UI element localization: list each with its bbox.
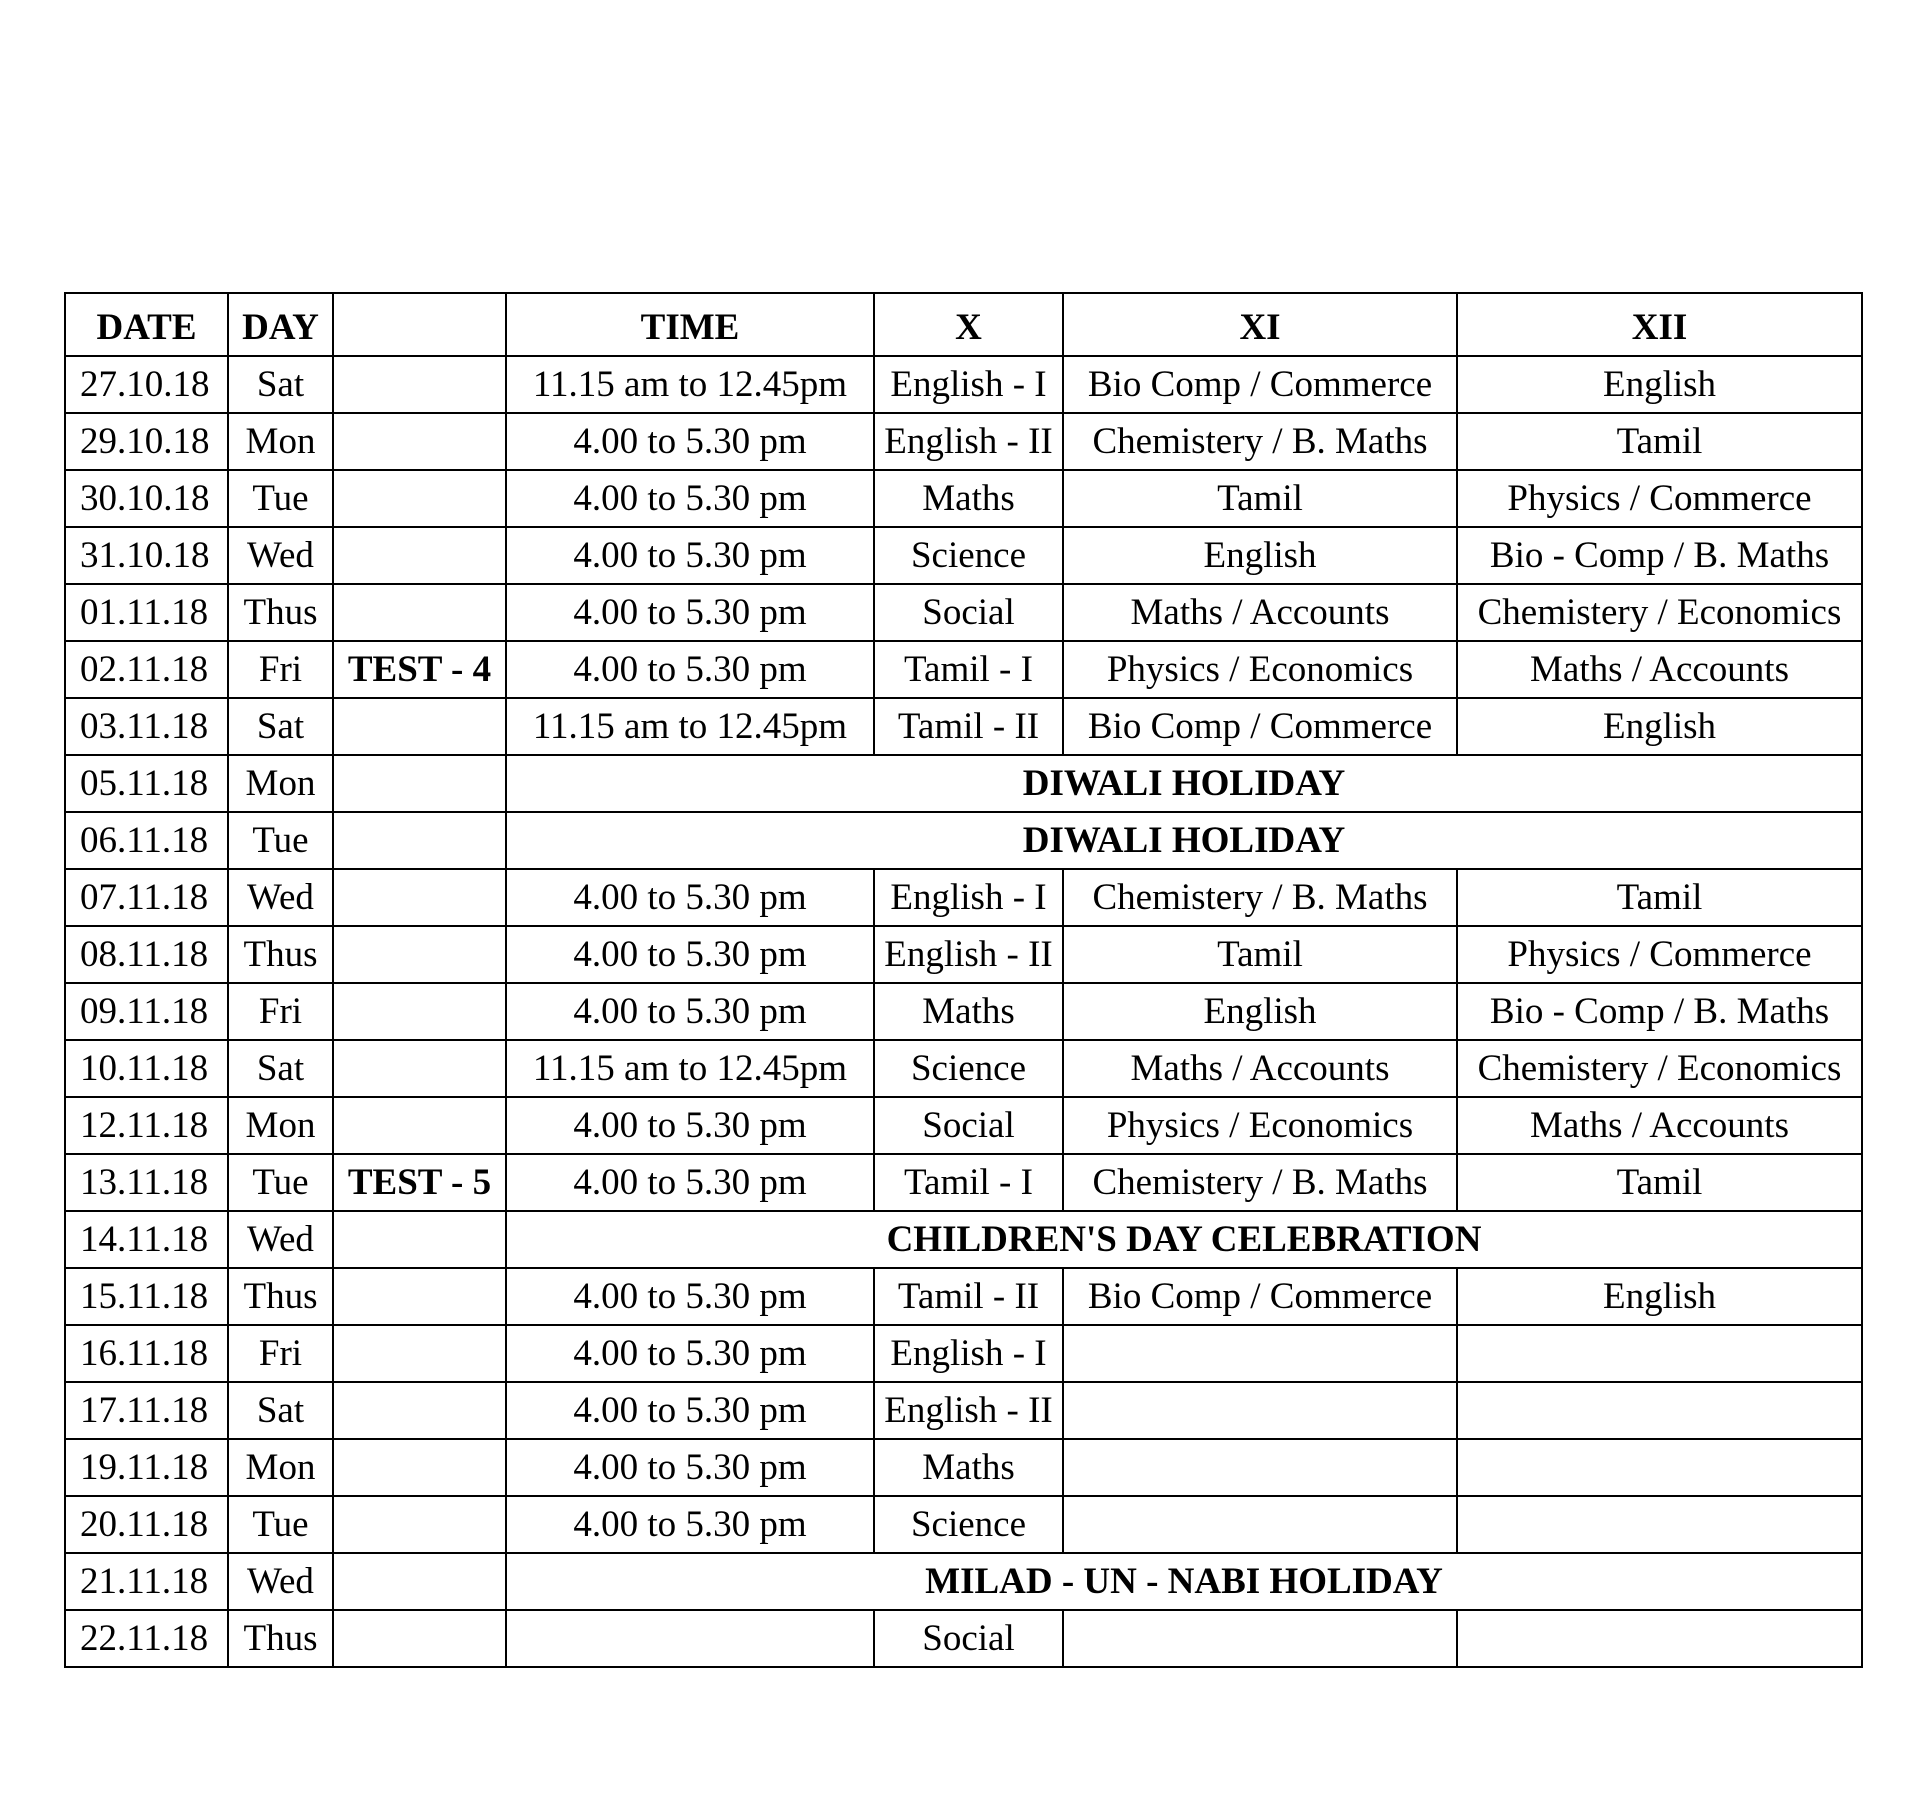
cell-day: Wed <box>228 1553 333 1610</box>
cell-day: Fri <box>228 1325 333 1382</box>
cell-date: 20.11.18 <box>65 1496 228 1553</box>
cell-date: 09.11.18 <box>65 983 228 1040</box>
cell-day: Tue <box>228 812 333 869</box>
table-row <box>65 356 1862 413</box>
cell-test <box>333 470 506 527</box>
cell-class-xi: Tamil <box>1063 470 1457 527</box>
cell-class-xii <box>1457 1439 1862 1496</box>
cell-day: Mon <box>228 1097 333 1154</box>
cell-test <box>333 413 506 470</box>
cell-time: 4.00 to 5.30 pm <box>506 1439 874 1496</box>
cell-class-x: English - II <box>874 1382 1063 1439</box>
cell-time: 11.15 am to 12.45pm <box>506 1040 874 1097</box>
cell-class-xii: Tamil <box>1457 1154 1862 1211</box>
table-row <box>65 1382 1862 1439</box>
cell-day: Sat <box>228 698 333 755</box>
cell-class-xii: Chemistery / Economics <box>1457 1040 1862 1097</box>
table-row <box>65 1610 1862 1667</box>
cell-class-xii: Bio - Comp / B. Maths <box>1457 983 1862 1040</box>
cell-day: Thus <box>228 1268 333 1325</box>
cell-class-xi: Chemistery / B. Maths <box>1063 413 1457 470</box>
cell-day: Mon <box>228 413 333 470</box>
cell-class-xii <box>1457 1610 1862 1667</box>
cell-class-x: English - I <box>874 1325 1063 1382</box>
cell-time <box>506 1610 874 1667</box>
cell-test <box>333 527 506 584</box>
cell-class-x: Tamil - I <box>874 641 1063 698</box>
table-row <box>65 983 1862 1040</box>
header-class-x: X <box>874 293 1063 356</box>
cell-time: 4.00 to 5.30 pm <box>506 584 874 641</box>
cell-class-xii <box>1457 1382 1862 1439</box>
cell-test <box>333 1610 506 1667</box>
schedule-body <box>65 356 1862 1667</box>
cell-time: 4.00 to 5.30 pm <box>506 1268 874 1325</box>
cell-date: 30.10.18 <box>65 470 228 527</box>
cell-test <box>333 1040 506 1097</box>
cell-time: 4.00 to 5.30 pm <box>506 1097 874 1154</box>
header-class-xii: XII <box>1457 293 1862 356</box>
table-row <box>65 527 1862 584</box>
cell-event: CHILDREN'S DAY CELEBRATION <box>506 1211 1862 1268</box>
cell-class-xii: English <box>1457 356 1862 413</box>
cell-test <box>333 1325 506 1382</box>
cell-date: 31.10.18 <box>65 527 228 584</box>
cell-time: 4.00 to 5.30 pm <box>506 1496 874 1553</box>
cell-class-xi: Tamil <box>1063 926 1457 983</box>
cell-class-xii <box>1457 1496 1862 1553</box>
cell-class-xii <box>1457 1325 1862 1382</box>
cell-date: 21.11.18 <box>65 1553 228 1610</box>
cell-class-xi: Physics / Economics <box>1063 1097 1457 1154</box>
cell-day: Thus <box>228 926 333 983</box>
cell-test <box>333 1268 506 1325</box>
cell-event: DIWALI HOLIDAY <box>506 755 1862 812</box>
header-day: DAY <box>228 293 333 356</box>
cell-class-x: Maths <box>874 983 1063 1040</box>
table-row <box>65 413 1862 470</box>
cell-time: 4.00 to 5.30 pm <box>506 413 874 470</box>
cell-time: 4.00 to 5.30 pm <box>506 1325 874 1382</box>
cell-class-x: Maths <box>874 470 1063 527</box>
cell-class-xii: Tamil <box>1457 413 1862 470</box>
table-row <box>65 869 1862 926</box>
cell-day: Wed <box>228 527 333 584</box>
cell-day: Fri <box>228 983 333 1040</box>
cell-test: TEST - 5 <box>333 1154 506 1211</box>
cell-test: TEST - 4 <box>333 641 506 698</box>
cell-date: 17.11.18 <box>65 1382 228 1439</box>
cell-test <box>333 926 506 983</box>
cell-day: Sat <box>228 1382 333 1439</box>
cell-class-x: Tamil - II <box>874 1268 1063 1325</box>
cell-class-xii: Maths / Accounts <box>1457 1097 1862 1154</box>
cell-date: 14.11.18 <box>65 1211 228 1268</box>
cell-day: Sat <box>228 1040 333 1097</box>
table-row <box>65 812 1862 869</box>
exam-schedule-table <box>64 292 1863 1668</box>
cell-class-xi: Bio Comp / Commerce <box>1063 356 1457 413</box>
cell-class-xii: English <box>1457 1268 1862 1325</box>
cell-class-x: English - II <box>874 926 1063 983</box>
table-row <box>65 926 1862 983</box>
cell-class-xi: Bio Comp / Commerce <box>1063 698 1457 755</box>
cell-class-xii: Tamil <box>1457 869 1862 926</box>
cell-test <box>333 1496 506 1553</box>
cell-date: 13.11.18 <box>65 1154 228 1211</box>
cell-test <box>333 869 506 926</box>
cell-date: 10.11.18 <box>65 1040 228 1097</box>
cell-time: 4.00 to 5.30 pm <box>506 470 874 527</box>
cell-date: 12.11.18 <box>65 1097 228 1154</box>
table-row <box>65 1496 1862 1553</box>
cell-test <box>333 983 506 1040</box>
table-row <box>65 584 1862 641</box>
cell-test <box>333 755 506 812</box>
header-date: DATE <box>65 293 228 356</box>
cell-time: 4.00 to 5.30 pm <box>506 869 874 926</box>
cell-day: Tue <box>228 1496 333 1553</box>
cell-class-xi <box>1063 1610 1457 1667</box>
cell-date: 02.11.18 <box>65 641 228 698</box>
cell-day: Sat <box>228 356 333 413</box>
header-class-xi: XI <box>1063 293 1457 356</box>
cell-class-xi <box>1063 1496 1457 1553</box>
cell-date: 01.11.18 <box>65 584 228 641</box>
header-test <box>333 293 506 356</box>
cell-day: Thus <box>228 584 333 641</box>
cell-day: Wed <box>228 1211 333 1268</box>
cell-time: 4.00 to 5.30 pm <box>506 983 874 1040</box>
cell-time: 4.00 to 5.30 pm <box>506 1154 874 1211</box>
cell-class-xi: Maths / Accounts <box>1063 1040 1457 1097</box>
cell-test <box>333 584 506 641</box>
cell-time: 4.00 to 5.30 pm <box>506 641 874 698</box>
cell-time: 4.00 to 5.30 pm <box>506 527 874 584</box>
header-time: TIME <box>506 293 874 356</box>
cell-class-x: Tamil - II <box>874 698 1063 755</box>
table-row <box>65 755 1862 812</box>
table-row <box>65 1325 1862 1382</box>
table-row <box>65 1439 1862 1496</box>
cell-date: 08.11.18 <box>65 926 228 983</box>
cell-class-x: Maths <box>874 1439 1063 1496</box>
table-row <box>65 1097 1862 1154</box>
header-row <box>65 293 1862 356</box>
cell-day: Fri <box>228 641 333 698</box>
cell-test <box>333 1439 506 1496</box>
cell-class-xii: Maths / Accounts <box>1457 641 1862 698</box>
table-row <box>65 1211 1862 1268</box>
cell-day: Wed <box>228 869 333 926</box>
cell-date: 16.11.18 <box>65 1325 228 1382</box>
table-row <box>65 698 1862 755</box>
cell-test <box>333 356 506 413</box>
cell-date: 27.10.18 <box>65 356 228 413</box>
cell-class-xi: Chemistery / B. Maths <box>1063 1154 1457 1211</box>
cell-class-xii: English <box>1457 698 1862 755</box>
cell-day: Tue <box>228 1154 333 1211</box>
cell-day: Mon <box>228 755 333 812</box>
cell-time: 4.00 to 5.30 pm <box>506 926 874 983</box>
cell-class-xi <box>1063 1325 1457 1382</box>
cell-class-x: Science <box>874 1496 1063 1553</box>
table-row <box>65 470 1862 527</box>
cell-class-x: English - I <box>874 869 1063 926</box>
cell-date: 07.11.18 <box>65 869 228 926</box>
cell-class-x: Science <box>874 527 1063 584</box>
cell-test <box>333 1553 506 1610</box>
cell-class-x: Tamil - I <box>874 1154 1063 1211</box>
table-row <box>65 1553 1862 1610</box>
cell-event: DIWALI HOLIDAY <box>506 812 1862 869</box>
cell-time: 4.00 to 5.30 pm <box>506 1382 874 1439</box>
cell-event: MILAD - UN - NABI HOLIDAY <box>506 1553 1862 1610</box>
cell-class-xi: Maths / Accounts <box>1063 584 1457 641</box>
table-row <box>65 641 1862 698</box>
cell-class-x: Social <box>874 1610 1063 1667</box>
cell-time: 11.15 am to 12.45pm <box>506 698 874 755</box>
cell-time: 11.15 am to 12.45pm <box>506 356 874 413</box>
cell-date: 03.11.18 <box>65 698 228 755</box>
cell-date: 22.11.18 <box>65 1610 228 1667</box>
table-row <box>65 1040 1862 1097</box>
cell-day: Thus <box>228 1610 333 1667</box>
cell-day: Mon <box>228 1439 333 1496</box>
cell-class-xi: Physics / Economics <box>1063 641 1457 698</box>
cell-class-xii: Physics / Commerce <box>1457 470 1862 527</box>
cell-test <box>333 812 506 869</box>
cell-day: Tue <box>228 470 333 527</box>
cell-class-xi: Chemistery / B. Maths <box>1063 869 1457 926</box>
cell-class-xi <box>1063 1382 1457 1439</box>
table-row <box>65 1154 1862 1211</box>
cell-class-xii: Chemistery / Economics <box>1457 584 1862 641</box>
cell-class-xi: English <box>1063 527 1457 584</box>
cell-class-xi: Bio Comp / Commerce <box>1063 1268 1457 1325</box>
cell-class-x: English - II <box>874 413 1063 470</box>
cell-date: 15.11.18 <box>65 1268 228 1325</box>
cell-class-xii: Physics / Commerce <box>1457 926 1862 983</box>
cell-class-x: Social <box>874 1097 1063 1154</box>
cell-class-xi <box>1063 1439 1457 1496</box>
cell-class-x: English - I <box>874 356 1063 413</box>
cell-date: 29.10.18 <box>65 413 228 470</box>
cell-test <box>333 1211 506 1268</box>
cell-test <box>333 1097 506 1154</box>
cell-date: 06.11.18 <box>65 812 228 869</box>
cell-class-x: Social <box>874 584 1063 641</box>
cell-class-xii: Bio - Comp / B. Maths <box>1457 527 1862 584</box>
cell-date: 19.11.18 <box>65 1439 228 1496</box>
cell-class-xi: English <box>1063 983 1457 1040</box>
cell-class-x: Science <box>874 1040 1063 1097</box>
table-row <box>65 1268 1862 1325</box>
cell-date: 05.11.18 <box>65 755 228 812</box>
cell-test <box>333 698 506 755</box>
cell-test <box>333 1382 506 1439</box>
